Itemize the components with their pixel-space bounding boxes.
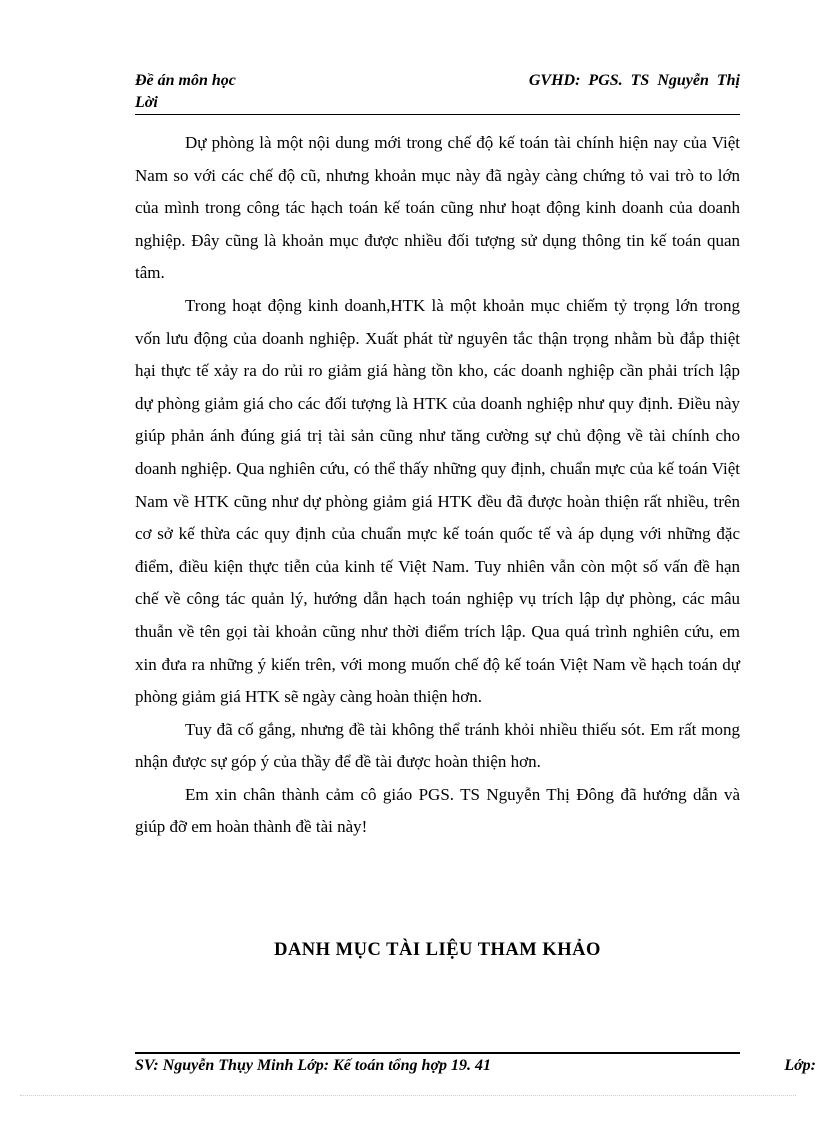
header-left [135, 70, 335, 114]
page-header [135, 70, 740, 114]
body-text [135, 127, 740, 844]
paragraph-limitations: Tuy đã cố gắng, nhưng đề tài không thể tránh khỏi nhiều thiếu sót. Em rất mong nhận được sự góp ý của thầy để đề tài được hoàn thiện hơn. [135, 719, 740, 772]
header-section-label: Lời [135, 94, 158, 111]
header-course-title: Đề án môn học [135, 72, 236, 89]
footer-student-info: SV: Nguyễn Thụy Minh Lớp: Kế toán tổng hợp 19. 41 [135, 1057, 492, 1074]
page-bottom-border [20, 1095, 796, 1096]
paragraph-main: Trong hoạt động kinh doanh,HTK là một khoản mục chiếm tỷ trọng lớn trong vốn lưu động của doanh nghiệp. Xuất phát từ nguyên tắc thận trọng nhằm bù đắp thiệt hại thực tế xảy ra do rủi ro giảm giá hàng tồn kho, các doanh nghiệp cần phải trích lập dự phòng giảm giá cho các đối tượng là HTK của doanh nghiệp như quy định. Điều này giúp phản ánh đúng giá trị tài sản cũng như tăng cường sự chủ động về tài chính cho doanh nghiệp. Qua nghiên cứu, có thể thấy những quy định, chuẩn mực của kế toán Việt Nam về HTK cũng như dự phòng giảm giá HTK đều đã được hoàn thiện rất nhiều, trên cơ sở kế thừa các quy định của chuẩn mực kế toán quốc tế và áp dụng với những đặc điểm, điều kiện thực tiễn của kinh tế Việt Nam. Tuy nhiên vẫn còn một số vấn đề hạn chế về công tác quản lý, hướng dẫn hạch toán nghiệp vụ trích lập dự phòng, các mâu thuẫn về tên gọi tài khoản cũng như thời điểm trích lập. Qua quá trình nghiên cứu, em xin đưa ra những ý kiến trên, với mong muốn chế độ kế toán Việt Nam về hạch toán dự phòng giảm giá HTK sẽ ngày càng hoàn thiện hơn. [135, 295, 740, 707]
references-heading: DANH MỤC TÀI LIỆU THAM KHẢO [274, 940, 601, 960]
footer-class-label: Lớp: [784, 1057, 816, 1074]
paragraph-acknowledgement: Em xin chân thành cảm cô giáo PGS. TS Nguyễn Thị Đông đã hướng dẫn và giúp đỡ em hoàn thành đề tài này! [135, 784, 740, 837]
page-footer [135, 1054, 816, 1078]
header-divider [135, 114, 740, 115]
header-supervisor: GVHD: PGS. TS Nguyễn Thị [528, 72, 740, 89]
paragraph-intro: Dự phòng là một nội dung mới trong chế độ kế toán tài chính hiện nay của Việt Nam so với các chế độ cũ, nhưng khoản mục này đã ngày càng chứng tỏ vai trò to lớn của mình trong công tác hạch toán kế toán cũng như hoạt động kinh doanh của doanh nghiệp. Đây cũng là khoản mục được nhiều đối tượng sử dụng thông tin kế toán quan tâm. [135, 133, 740, 283]
